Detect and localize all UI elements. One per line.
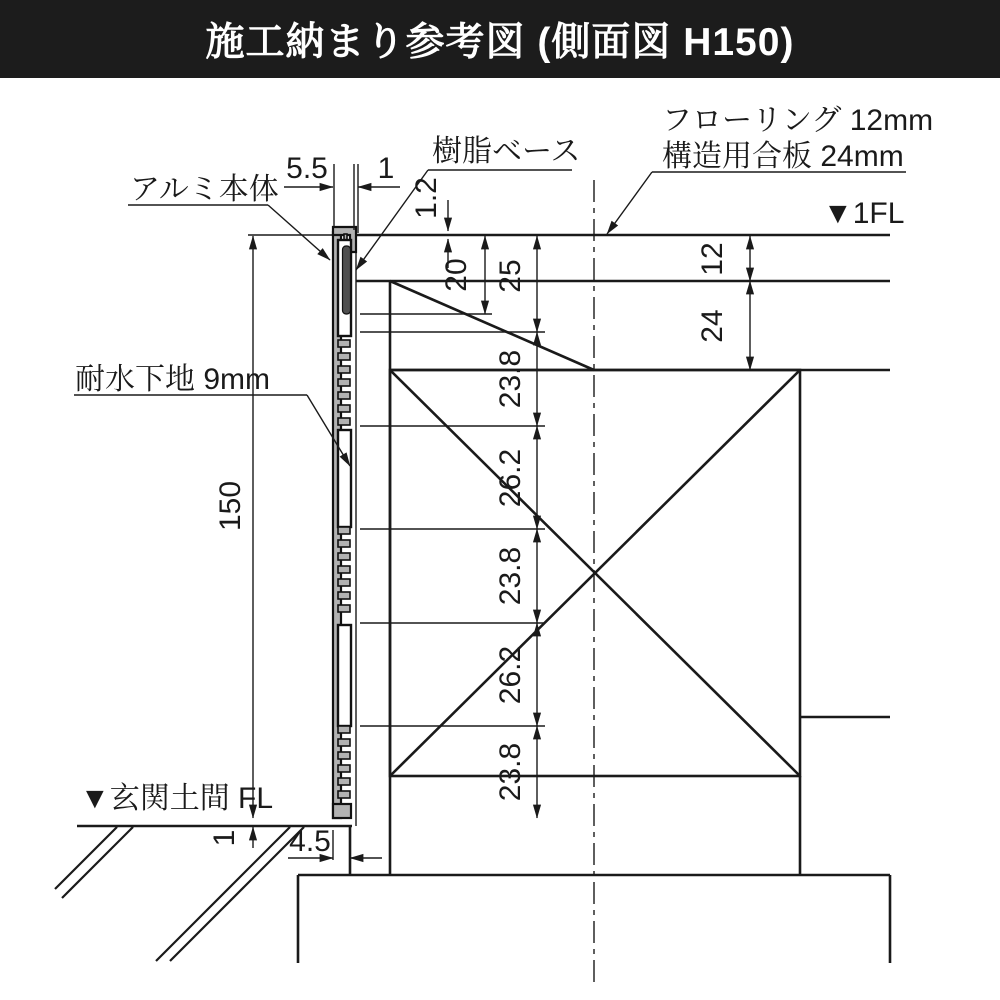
- leader-resin-base: [356, 170, 428, 270]
- dim-23-8-c: 23.8: [494, 742, 527, 802]
- ground-hatch-1a: [55, 827, 117, 889]
- dim-1-bottom: 1: [208, 829, 241, 847]
- dim-1-2: 1.2: [410, 177, 443, 219]
- aluminum-profile: [333, 227, 356, 818]
- dim-26-2-a: 26.2: [494, 448, 527, 508]
- profile-channel-2: [338, 625, 351, 726]
- dim-1-top: 1: [377, 152, 395, 185]
- dimension-tick-lines: [334, 164, 545, 726]
- page-title: 施工納まり参考図 (側面図 H150): [205, 21, 795, 64]
- dim-25: 25: [494, 259, 527, 293]
- dim-26-2-b: 26.2: [494, 645, 527, 705]
- dim-12: 12: [696, 242, 729, 276]
- dim-5-5: 5.5: [286, 152, 328, 185]
- profile-teeth-group-2: [338, 527, 350, 612]
- dim-24: 24: [696, 309, 729, 343]
- ground-hatch-1b: [62, 827, 133, 898]
- label-structural-plywood: 構造用合板 24mm: [662, 140, 904, 173]
- label-flooring: フローリング 12mm: [662, 104, 934, 137]
- leader-aluminum: [268, 205, 330, 260]
- leader-flooring: [607, 172, 652, 234]
- dimension-lines: [208, 152, 750, 858]
- label-waterproof-substrate: 耐水下地 9mm: [75, 363, 270, 396]
- label-1fl: ▼1FL: [823, 197, 905, 230]
- profile-teeth-group-1: [338, 340, 350, 425]
- label-aluminum-body: アルミ本体: [130, 173, 279, 206]
- resin-base-part: [343, 246, 351, 314]
- dim-150: 150: [214, 480, 247, 532]
- floor-structure-lines: [55, 180, 890, 985]
- label-entrance-fl: ▼玄関土間 FL: [80, 782, 274, 815]
- plywood-diagonal: [390, 281, 594, 370]
- dim-23-8-a: 23.8: [494, 349, 527, 409]
- dim-4-5: 4.5: [289, 825, 331, 858]
- profile-channel-1: [338, 430, 351, 527]
- title-bar: [0, 0, 1000, 78]
- dim-20: 20: [440, 258, 473, 292]
- leader-lines: [74, 170, 906, 466]
- label-resin-base: 樹脂ベース: [432, 135, 581, 168]
- dim-23-8-b: 23.8: [494, 546, 527, 606]
- profile-bottom-foot: [333, 804, 351, 818]
